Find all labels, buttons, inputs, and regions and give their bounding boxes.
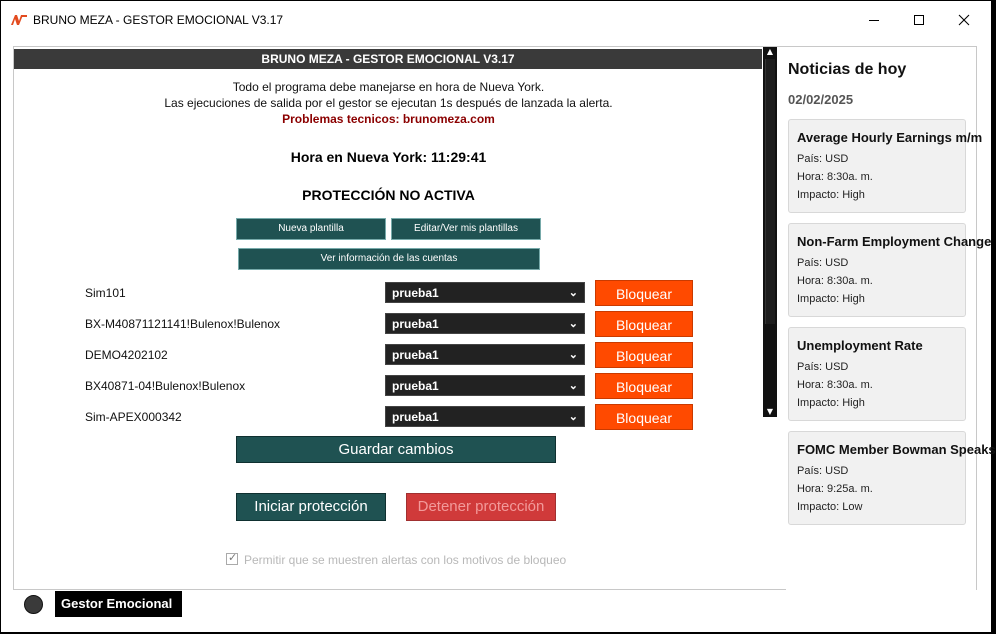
maximize-button[interactable] (896, 5, 942, 35)
account-name: Sim101 (85, 286, 126, 300)
news-card-country: País: USD (797, 465, 849, 477)
chevron-down-icon: ⌄ (568, 318, 578, 330)
chevron-down-icon: ⌄ (568, 349, 578, 361)
block-button[interactable]: Bloquear (595, 342, 693, 368)
news-card[interactable] (788, 119, 983, 213)
news-card-time: Hora: 8:30a. m. (797, 171, 873, 183)
news-card-impact: Impacto: High (797, 189, 865, 201)
news-card-country: País: USD (797, 361, 849, 373)
news-panel (786, 47, 996, 590)
account-row (14, 373, 763, 400)
close-icon (958, 14, 970, 26)
start-protection-button[interactable]: Iniciar protección (236, 493, 386, 521)
window-title: BRUNO MEZA - GESTOR EMOCIONAL V3.17 (33, 13, 284, 27)
account-name: DEMO4202102 (85, 348, 168, 362)
account-row (14, 342, 763, 369)
template-select-value: prueba1 (392, 286, 439, 300)
title-bar[interactable] (1, 1, 991, 39)
news-card[interactable] (788, 431, 996, 525)
news-card[interactable] (788, 327, 966, 421)
client-area (13, 46, 996, 590)
account-row (14, 280, 763, 307)
block-button[interactable]: Bloquear (595, 404, 693, 430)
block-button[interactable]: Bloquear (595, 373, 693, 399)
news-date: 02/02/2025 (788, 92, 854, 107)
template-select[interactable] (385, 406, 585, 427)
news-card-title: FOMC Member Bowman Speaks (797, 442, 996, 457)
minimize-icon (868, 14, 880, 26)
ny-clock: Hora en Nueva York: 11:29:41 (290, 149, 487, 165)
account-name: BX-M40871121141!Bulenox!Bulenox (85, 317, 281, 331)
account-row (14, 311, 763, 338)
news-card-time: Hora: 8:30a. m. (797, 379, 873, 391)
news-card-time: Hora: 8:30a. m. (797, 275, 873, 287)
scroll-area[interactable] (14, 69, 763, 426)
account-row (14, 404, 763, 431)
template-select-value: prueba1 (392, 410, 439, 424)
support-link[interactable]: Problemas tecnicos: brunomeza.com (282, 112, 495, 126)
scroll-thumb[interactable] (765, 59, 775, 324)
news-card-impact: Impacto: High (797, 293, 865, 305)
account-name: BX40871-04!Bulenox!Bulenox (85, 379, 246, 393)
stop-protection-button[interactable]: Detener protección (406, 493, 556, 521)
news-card-time: Hora: 9:25a. m. (797, 483, 873, 495)
news-card-title: Unemployment Rate (797, 338, 923, 353)
vertical-scrollbar[interactable] (763, 47, 777, 417)
template-select[interactable] (385, 375, 585, 396)
protection-panel (14, 47, 774, 590)
news-card-title: Average Hourly Earnings m/m (797, 130, 983, 145)
intro-line-1: Todo el programa debe manejarse en hora de Nueva York. (232, 80, 545, 94)
save-changes-button[interactable]: Guardar cambios (236, 436, 556, 463)
news-card-country: País: USD (797, 153, 849, 165)
scroll-up-icon[interactable]: ▲ (766, 47, 774, 56)
news-card-country: País: USD (797, 257, 849, 269)
account-info-button[interactable]: Ver información de las cuentas (238, 248, 540, 270)
status-label: Gestor Emocional (55, 591, 182, 617)
new-template-button[interactable]: Nueva plantilla (236, 218, 386, 240)
template-select[interactable] (385, 282, 585, 303)
alerts-checkbox[interactable] (226, 553, 238, 565)
template-select[interactable] (385, 344, 585, 365)
scroll-down-icon[interactable]: ▼ (766, 407, 774, 416)
news-title: Noticias de hoy (788, 61, 907, 78)
alerts-checkbox-label: Permitir que se muestren alertas con los motivos de bloqueo (244, 553, 567, 567)
status-bar (1, 591, 991, 631)
status-indicator-icon (24, 595, 43, 614)
chevron-down-icon: ⌄ (568, 411, 578, 423)
template-select-value: prueba1 (392, 348, 439, 362)
news-card-title: Non-Farm Employment Change (797, 234, 992, 249)
block-button[interactable]: Bloquear (595, 280, 693, 306)
news-card-impact: Impacto: Low (797, 501, 863, 513)
edit-templates-button[interactable]: Editar/Ver mis plantillas (391, 218, 541, 240)
news-card[interactable] (788, 223, 992, 317)
chevron-down-icon: ⌄ (568, 380, 578, 392)
close-button[interactable] (941, 5, 987, 35)
protection-status: PROTECCIÓN NO ACTIVA (302, 187, 475, 203)
minimize-button[interactable] (851, 5, 897, 35)
maximize-icon (913, 14, 925, 26)
news-card-impact: Impacto: High (797, 397, 865, 409)
block-button[interactable]: Bloquear (595, 311, 693, 337)
template-select-value: prueba1 (392, 317, 439, 331)
template-select-value: prueba1 (392, 379, 439, 393)
account-name: Sim-APEX000342 (85, 410, 182, 424)
intro-line-2: Las ejecuciones de salida por el gestor se ejecutan 1s después de lanzada la alerta. (164, 96, 613, 110)
chevron-down-icon: ⌄ (568, 287, 578, 299)
template-select[interactable] (385, 313, 585, 334)
panel-header: BRUNO MEZA - GESTOR EMOCIONAL V3.17 (14, 49, 762, 69)
app-logo-icon (11, 14, 27, 26)
app-window (1, 1, 996, 632)
